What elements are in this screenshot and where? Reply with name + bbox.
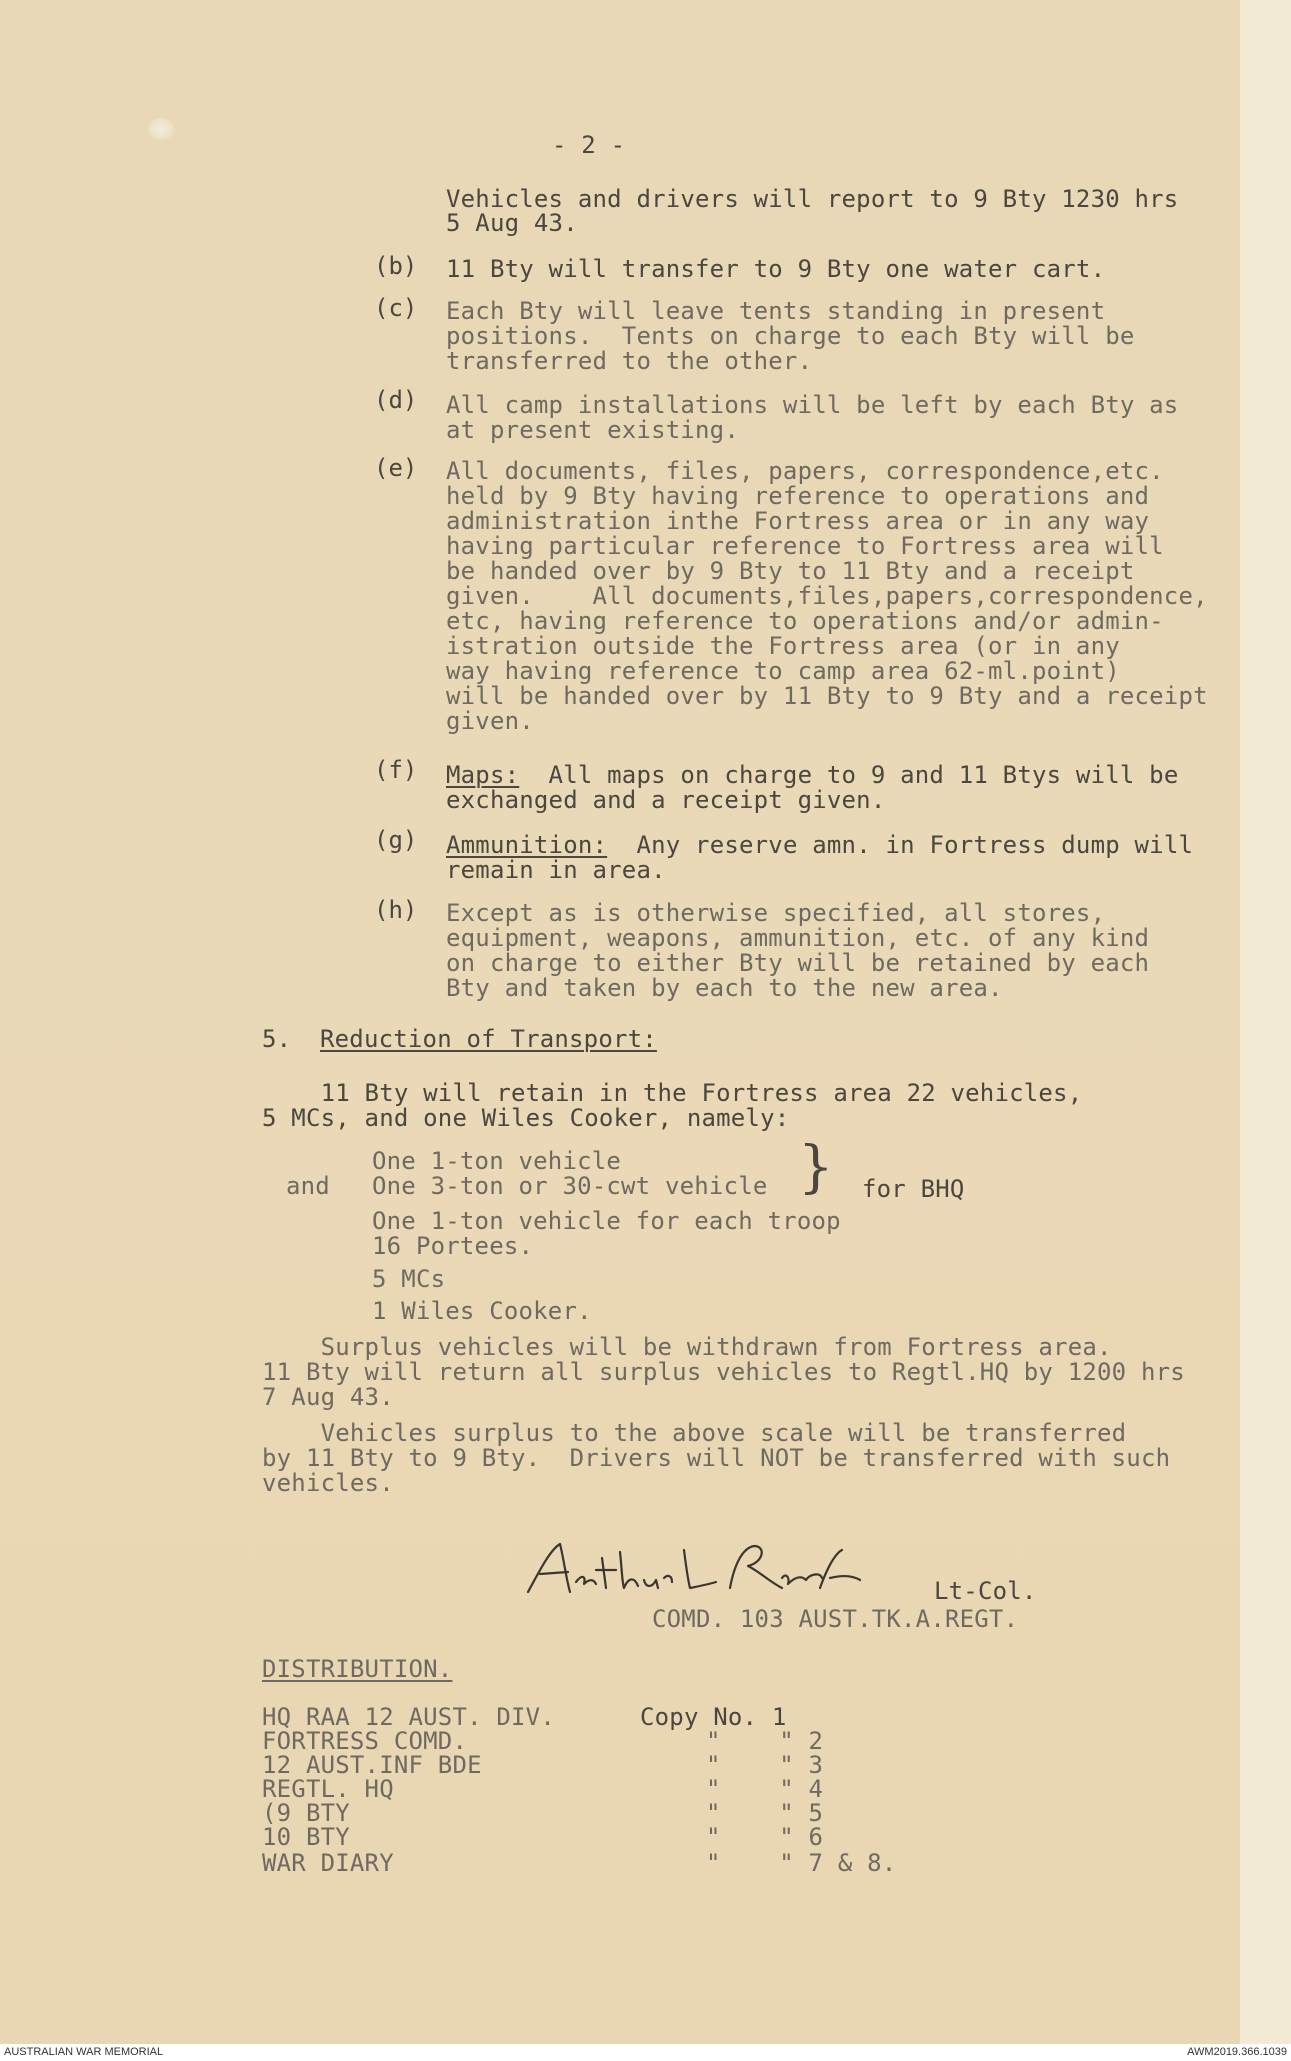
text-line: will be handed over by 11 Bty to 9 Bty and a receipt [446, 682, 1208, 710]
vehicle-list-line: 16 Portees. [372, 1232, 534, 1260]
text-line: Vehicles and drivers will report to 9 Bty 1230 hrs [446, 185, 1179, 213]
text-line: given. [446, 707, 534, 735]
vehicle-list-line: One 1-ton vehicle [372, 1147, 622, 1175]
text-line: administration inthe Fortress area or in any way [446, 507, 1150, 535]
text-line: given. All documents,files,papers,correspondence, [446, 582, 1208, 610]
distribution-copy: Copy No. 1 [640, 1703, 787, 1731]
signature-unit: COMD. 103 AUST.TK.A.REGT. [652, 1605, 1019, 1633]
text-line: All camp installations will be left by each Bty as [446, 391, 1179, 419]
text-line: Surplus vehicles will be withdrawn from Fortress area. [262, 1333, 1112, 1361]
vehicle-list-and: and [286, 1172, 330, 1200]
distribution-name: FORTRESS COMD. [262, 1727, 468, 1755]
text-line: on charge to either Bty will be retained by each [446, 949, 1150, 977]
vehicle-list-line: 5 MCs [372, 1265, 446, 1293]
text-line: 7 Aug 43. [262, 1383, 394, 1411]
distribution-name: 10 BTY [262, 1823, 350, 1851]
distribution-copy: " " 6 [706, 1823, 824, 1851]
text-line [446, 832, 1193, 858]
text-line: remain in area. [446, 856, 666, 884]
page-number: - 2 - [552, 131, 626, 159]
item-label: (e) [374, 454, 418, 482]
text-line: 11 Bty will transfer to 9 Bty one water cart. [446, 255, 1106, 283]
text-line: All documents, files, papers, correspondence,etc. [446, 457, 1164, 485]
distribution-name: REGTL. HQ [262, 1775, 394, 1803]
text-line: held by 9 Bty having reference to operations and [446, 482, 1150, 510]
paper-blemish [148, 118, 174, 140]
text-line: istration outside the Fortress area (or in any [446, 632, 1120, 660]
footer-reference: AWM2019.366.1039 [1187, 2046, 1287, 2058]
text-line: 11 Bty will retain in the Fortress area 22 vehicles, [262, 1079, 1083, 1107]
text-line [446, 762, 1178, 788]
text-line: Except as is otherwise specified, all stores, [446, 899, 1106, 927]
brace-symbol: } [798, 1135, 834, 1200]
distribution-name: HQ RAA 12 AUST. DIV. [262, 1703, 555, 1731]
vehicle-list-line: One 3-ton or 30-cwt vehicle [372, 1172, 768, 1200]
page-margin [1240, 0, 1291, 2044]
section-heading: Reduction of Transport: [320, 1025, 657, 1053]
distribution-copy: " " 7 & 8. [706, 1849, 897, 1877]
text-line: 5 Aug 43. [446, 209, 578, 237]
text-line: exchanged and a receipt given. [446, 786, 886, 814]
item-label: (c) [374, 294, 418, 322]
vehicle-list-line: One 1-ton vehicle for each troop [372, 1207, 841, 1235]
item-label: (h) [374, 896, 418, 924]
text-line: be handed over by 9 Bty to 11 Bty and a receipt [446, 557, 1135, 585]
text-line: etc, having reference to operations and/or admin- [446, 607, 1164, 635]
distribution-copy: " " 4 [706, 1775, 824, 1803]
text-line: positions. Tents on charge to each Bty will be [446, 322, 1135, 350]
vehicle-list-bhq: for BHQ [862, 1175, 965, 1203]
section-number: 5. [262, 1025, 292, 1053]
item-label: (g) [374, 826, 418, 854]
text-line: by 11 Bty to 9 Bty. Drivers will NOT be transferred with such [262, 1444, 1171, 1472]
text-line: Each Bty will leave tents standing in present [446, 297, 1106, 325]
item-label: (d) [374, 386, 418, 414]
text-line: having particular reference to Fortress area will [446, 532, 1164, 560]
distribution-copy: " " 5 [706, 1799, 824, 1827]
text-line: vehicles. [262, 1469, 394, 1497]
item-heading: Ammunition: [446, 831, 608, 859]
signature-rank: Lt-Col. [934, 1577, 1037, 1605]
text-line: Bty and taken by each to the new area. [446, 974, 1003, 1002]
distribution-copy: " " 2 [706, 1727, 824, 1755]
distribution-copy: " " 3 [706, 1751, 824, 1779]
distribution-heading: DISTRIBUTION. [262, 1655, 453, 1683]
item-text: Any reserve amn. in Fortress dump will [607, 831, 1194, 859]
text-line: equipment, weapons, ammunition, etc. of any kind [446, 924, 1150, 952]
item-heading: Maps: [446, 761, 520, 789]
item-label: (b) [374, 252, 418, 280]
item-text: All maps on charge to 9 and 11 Btys will be [519, 761, 1179, 789]
text-line: way having reference to camp area 62-ml.point) [446, 657, 1120, 685]
text-line: Vehicles surplus to the above scale will be transferred [262, 1419, 1127, 1447]
text-line: transferred to the other. [446, 347, 813, 375]
footer-institution: AUSTRALIAN WAR MEMORIAL [4, 2046, 164, 2058]
distribution-name: (9 BTY [262, 1799, 350, 1827]
distribution-name: 12 AUST.INF BDE [262, 1751, 482, 1779]
text-line: 5 MCs, and one Wiles Cooker, namely: [262, 1104, 790, 1132]
item-label: (f) [374, 756, 418, 784]
text-line: at present existing. [446, 416, 739, 444]
handwritten-signature [520, 1530, 880, 1610]
vehicle-list-line: 1 Wiles Cooker. [372, 1297, 592, 1325]
text-line: 11 Bty will return all surplus vehicles to Regtl.HQ by 1200 hrs [262, 1358, 1185, 1386]
distribution-name: WAR DIARY [262, 1849, 394, 1877]
archive-footer [0, 2044, 1291, 2061]
